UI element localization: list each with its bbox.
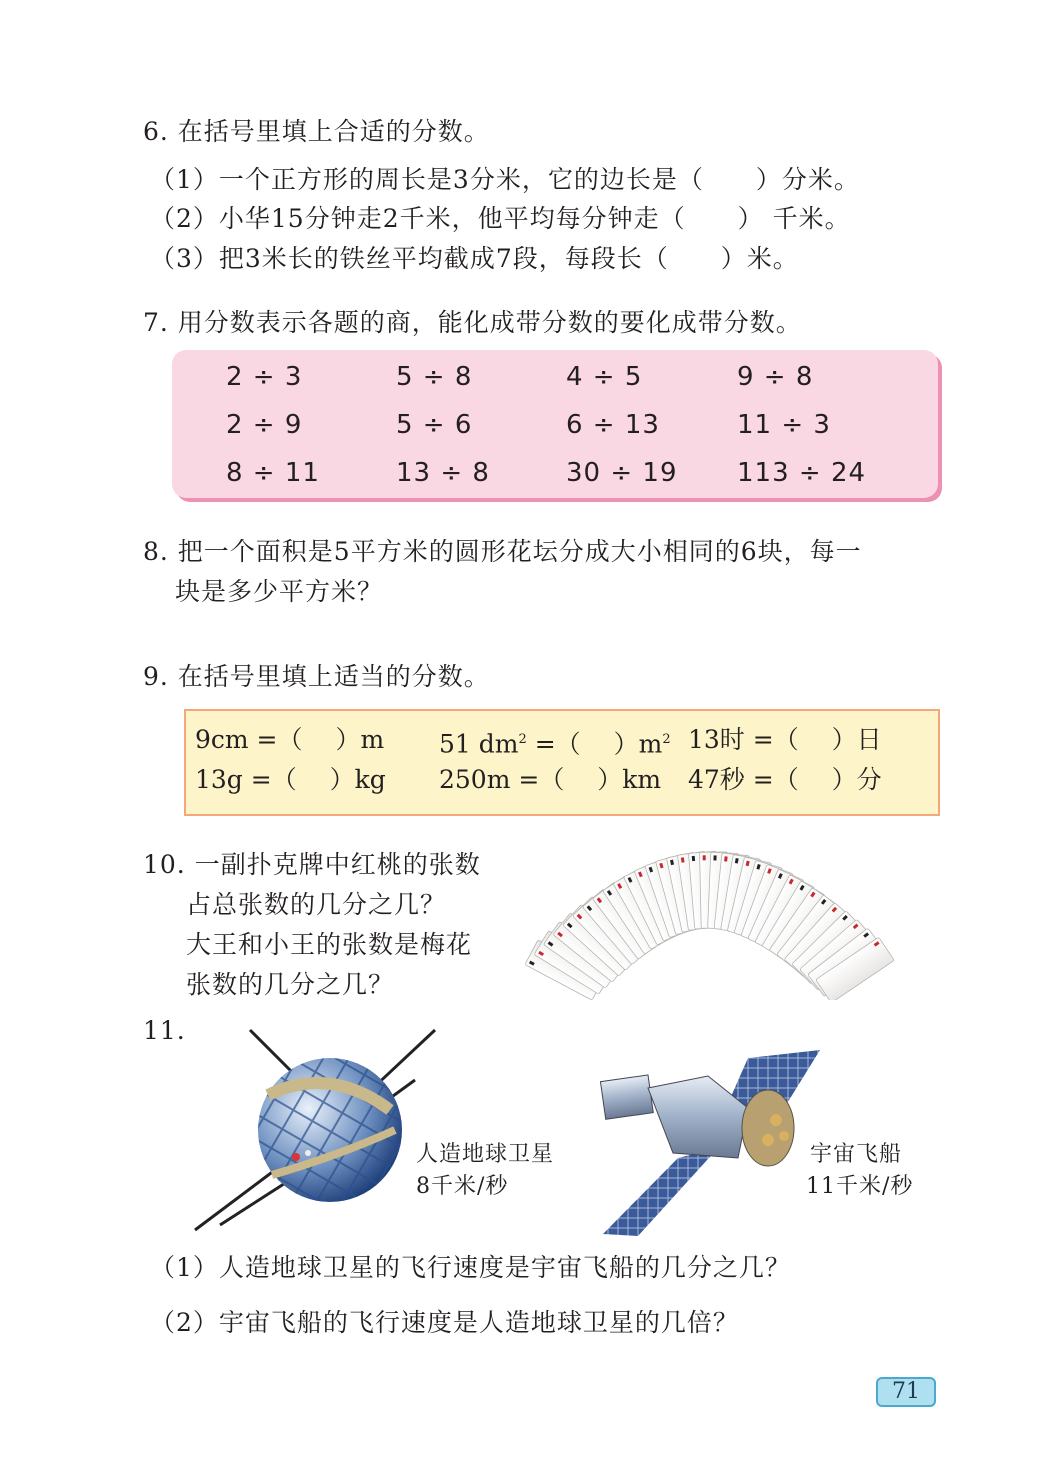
q7-cell: 9 ÷ 8 xyxy=(737,362,814,392)
q7-cell: 11 ÷ 3 xyxy=(737,410,831,440)
page-number: 71 xyxy=(876,1377,936,1407)
q7-cell: 2 ÷ 3 xyxy=(226,362,303,392)
q11-number: 11. xyxy=(143,1016,186,1045)
q10-line-1: 10. 一副扑克牌中红桃的张数 xyxy=(143,850,481,879)
q9-cell: 13时 =（ ）日 xyxy=(688,725,882,754)
q7-cell: 6 ÷ 13 xyxy=(566,410,660,440)
q7-cell: 30 ÷ 19 xyxy=(566,458,678,488)
q9-title: 9. 在括号里填上适当的分数。 xyxy=(143,662,490,691)
q8-line-2: 块是多少平方米？ xyxy=(175,577,384,606)
q8-line-1: 8. 把一个面积是5平方米的圆形花坛分成大小相同的6块，每一 xyxy=(143,537,862,566)
q10-line-4: 张数的几分之几？ xyxy=(186,970,395,999)
q9-cell: 9cm =（ ）m xyxy=(195,725,385,754)
q10-line-2: 占总张数的几分之几？ xyxy=(186,890,447,919)
q7-cell: 13 ÷ 8 xyxy=(396,458,490,488)
q6-item-2: （2）小华15分钟走2千米，他平均每分钟走（ ） 千米。 xyxy=(150,204,851,233)
q9-area-right: =（ ）m xyxy=(526,729,663,759)
q6-title: 6. 在括号里填上合适的分数。 xyxy=(143,117,490,146)
q7-cell: 5 ÷ 8 xyxy=(396,362,473,392)
q6-item-3: （3）把3米长的铁丝平均截成7段，每段长（ ）米。 xyxy=(150,244,799,273)
q7-cell: 8 ÷ 11 xyxy=(226,458,320,488)
q9-conversion-grid xyxy=(195,724,948,804)
satellite-name: 人造地球卫星 xyxy=(416,1142,555,1167)
satellite-illustration xyxy=(190,1025,470,1240)
q9-cell: 47秒 =（ ）分 xyxy=(688,765,882,794)
q9-area-left: 51 dm xyxy=(439,729,519,759)
spaceship-name: 宇宙飞船 xyxy=(810,1142,903,1167)
q7-title: 7. 用分数表示各题的商，能化成带分数的要化成带分数。 xyxy=(143,308,802,337)
spaceship-speed: 11千米/秒 xyxy=(806,1174,914,1199)
q7-cell: 113 ÷ 24 xyxy=(737,458,867,488)
card-pip xyxy=(713,855,716,860)
q6-item-1: （1）一个正方形的周长是3分米，它的边长是（ ）分米。 xyxy=(150,165,860,194)
card-pip xyxy=(703,855,706,860)
q9-cell: 250m =（ ）km xyxy=(439,765,662,794)
q11-item-1: （1）人造地球卫星的飞行速度是宇宙飞船的几分之几？ xyxy=(150,1253,791,1282)
satellite-speed: 8千米/秒 xyxy=(416,1174,509,1199)
q7-cell: 5 ÷ 6 xyxy=(396,410,473,440)
playing-cards-illustration xyxy=(525,850,905,1000)
q9-sup: 2 xyxy=(518,732,527,747)
spaceship-illustration xyxy=(598,1048,828,1238)
q11-item-2: （2）宇宙飞船的飞行速度是人造地球卫星的几倍？ xyxy=(150,1308,739,1337)
q9-sup: 2 xyxy=(662,732,671,747)
q7-cell: 2 ÷ 9 xyxy=(226,410,303,440)
q10-line-3: 大王和小王的张数是梅花 xyxy=(186,930,473,959)
q9-cell-area xyxy=(439,724,688,764)
card-pip xyxy=(692,856,695,861)
card-pip xyxy=(724,856,728,861)
q7-cell: 4 ÷ 5 xyxy=(566,362,643,392)
q9-cell: 13g =（ ）kg xyxy=(195,765,386,794)
q7-division-grid xyxy=(226,360,937,504)
